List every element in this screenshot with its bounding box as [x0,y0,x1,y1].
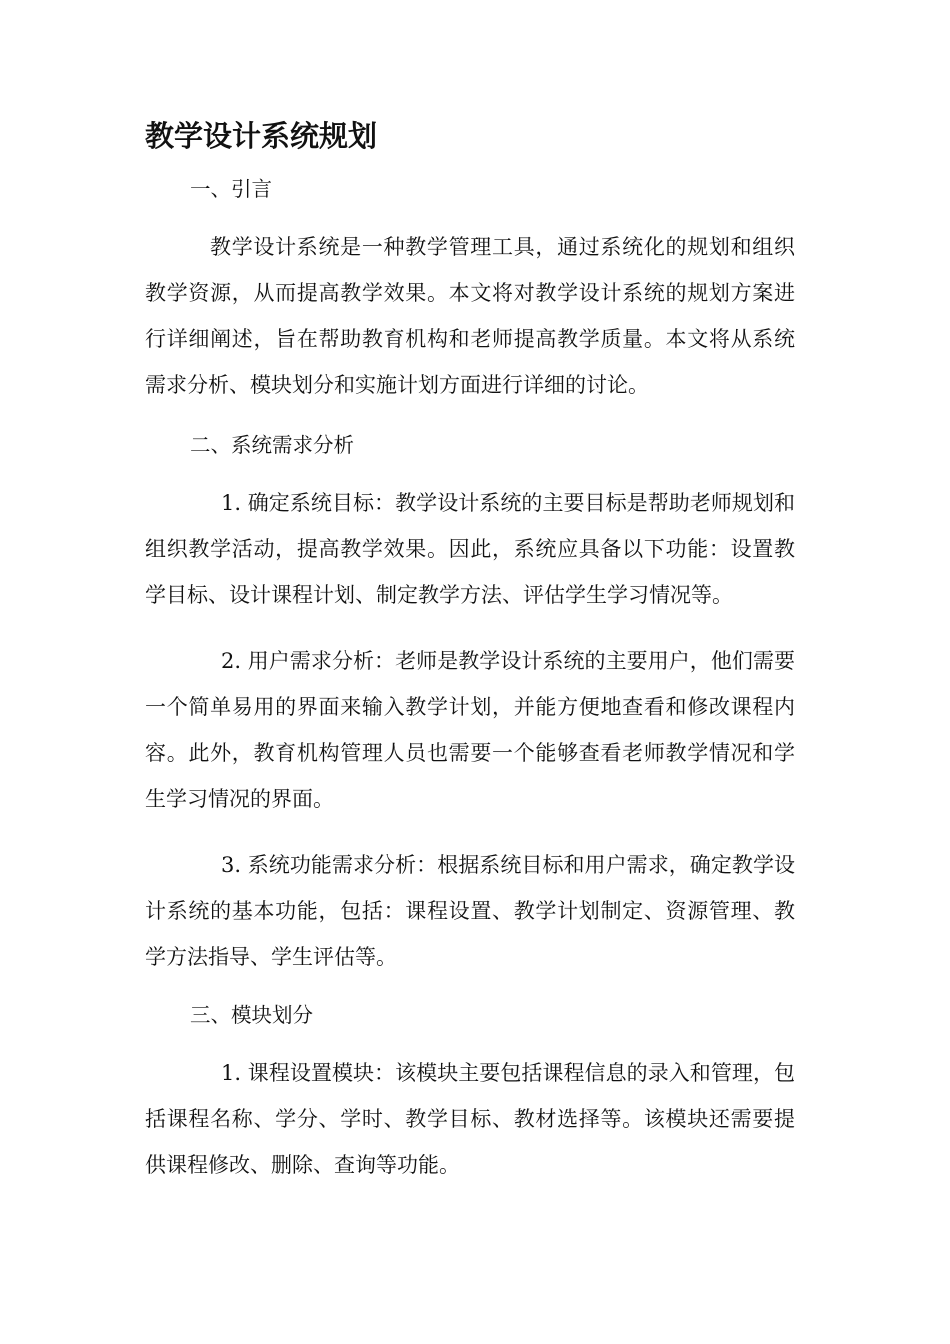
section-heading: 一、引言 [190,177,272,201]
paragraph: 教学设计系统是一种教学管理工具，通过系统化的规划和组织教学资源，从而提高教学效果。本文将对教学设计系统的规划方案进行详细阐述，旨在帮助教育机构和老师提高教学质量。本文将从系统需求分析、模块划分和实施计划方面进行详细的讨论。 [145,235,795,397]
section-heading: 二、系统需求分析 [190,433,354,457]
section-introduction [145,174,795,408]
document-body [145,112,795,1208]
section-module-division [145,1000,795,1188]
document-title: 教学设计系统规划 [145,119,378,153]
list-item-paragraph: 1. 课程设置模块：该模块主要包括课程信息的录入和管理，包括课程名称、学分、学时、教学目标、教材选择等。该模块还需要提供课程修改、删除、查询等功能。 [145,1061,795,1177]
list-item-paragraph: 1. 确定系统目标：教学设计系统的主要目标是帮助老师规划和组织教学活动，提高教学效果。因此，系统应具备以下功能：设置教学目标、设计课程计划、制定教学方法、评估学生学习情况等。 [145,491,795,607]
section-requirements-analysis [145,430,795,980]
list-item-paragraph: 2. 用户需求分析：老师是教学设计系统的主要用户，他们需要一个简单易用的界面来输入教学计划，并能方便地查看和修改课程内容。此外，教育机构管理人员也需要一个能够查看老师教学情况和学生学习情况的界面。 [145,649,795,811]
section-heading: 三、模块划分 [190,1003,313,1027]
list-item-paragraph: 3. 系统功能需求分析：根据系统目标和用户需求，确定教学设计系统的基本功能，包括：课程设置、教学计划制定、资源管理、教学方法指导、学生评估等。 [145,853,795,969]
